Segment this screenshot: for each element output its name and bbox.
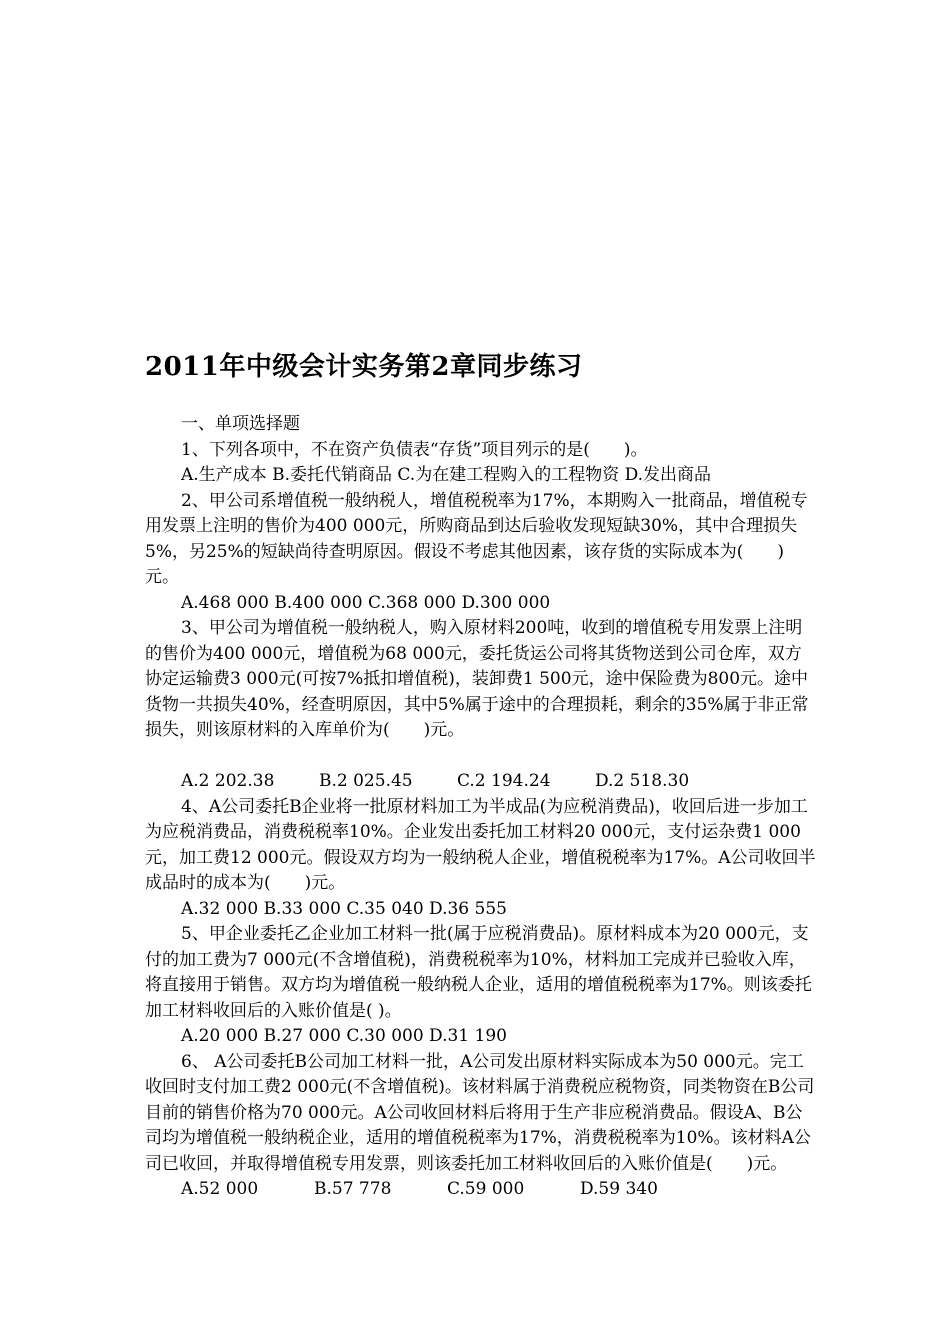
question-6: 6、 A公司委托B公司加工材料一批，A公司发出原材料实际成本为50 000元。完工收回时支付加工费2 000元(不含增值税)。该材料属于消费税应税物资，同类物资在B公司目前的销售价格为70 000元。A公司收回材料后将用于生产非应税消费品。假设A、B公司均为增值税一般纳税企业，适用的增值税税率为17%，消费税税率为10%。该材料A公司已收回，并取得增值税专用发票，则该委托加工材料收回后的入账价值是( )元。 [145, 1051, 815, 1174]
question-4: 4、A公司委托B企业将一批原材料加工为半成品(为应税消费品)，收回后进一步加工为应税消费品，消费税税率10%。企业发出委托加工材料20 000元，支付运杂费1 000元，加工费12 000元。假设双方均为一般纳税人企业，增值税税率为17%。A公司收回半成品时的成本为( )元。 [145, 796, 816, 893]
option-a: A.52 000 [181, 1179, 259, 1199]
option-b: B.2 025.45 [319, 771, 413, 791]
question-2-options: A.468 000 B.400 000 C.368 000 D.300 000 [181, 592, 551, 613]
option-c: C.59 000 [447, 1179, 525, 1199]
option-d: D.2 518.30 [595, 771, 690, 791]
option-c: C.2 194.24 [457, 771, 551, 791]
question-6-options [145, 1177, 817, 1203]
question-5: 5、甲企业委托乙企业加工材料一批(属于应税消费品)。原材料成本为20 000元，支付的加工费为7 000元(不含增值税)，消费税税率为10%，材料加工完成并已验收入库，将直接用于销售。双方均为增值税一般纳税人企业，适用的增值税税率为17%。则该委托加工材料收回后的入账价值是( )。 [145, 924, 812, 1021]
option-b: B.57 778 [314, 1179, 392, 1199]
question-3: 3、甲公司为增值税一般纳税人，购入原材料200吨，收到的增值税专用发票上注明的售价为400 000元，增值税为68 000元，委托货运公司将其货物送到公司仓库，双方协定运输费3 000元(可按7%抵扣增值税)，装卸费1 500元，途中保险费为800元。途中货物一共损失40%，经查明原因，其中5%属于途中的合理损耗，剩余的35%属于非正常损失，则该原材料的入库单价为( )元。 [145, 618, 809, 740]
question-2: 2、甲公司系增值税一般纳税人，增值税税率为17%，本期购入一批商品，增值税专用发票上注明的售价为400 000元，所购商品到达后验收发现短缺30%，其中合理损失5%，另25%的短缺尚待查明原因。假设不考虑其他因素，该存货的实际成本为( )元。 [145, 490, 808, 587]
option-a: A.2 202.38 [181, 771, 275, 791]
question-3-options [145, 769, 817, 795]
question-5-options: A.20 000 B.27 000 C.30 000 D.31 190 [181, 1026, 507, 1046]
option-d: D.59 340 [580, 1179, 658, 1199]
document-title: 2011年中级会计实务第2章同步练习 [145, 352, 583, 382]
document-body [145, 412, 817, 1203]
question-1-options: A.生产成本 B.委托代销商品 C.为在建工程购入的工程物资 D.发出商品 [181, 465, 712, 485]
question-1: 1、下列各项中，不在资产负债表“存货”项目列示的是( )。 [181, 439, 648, 460]
section-heading: 一、单项选择题 [181, 414, 300, 434]
question-4-options: A.32 000 B.33 000 C.35 040 D.36 555 [181, 898, 507, 919]
